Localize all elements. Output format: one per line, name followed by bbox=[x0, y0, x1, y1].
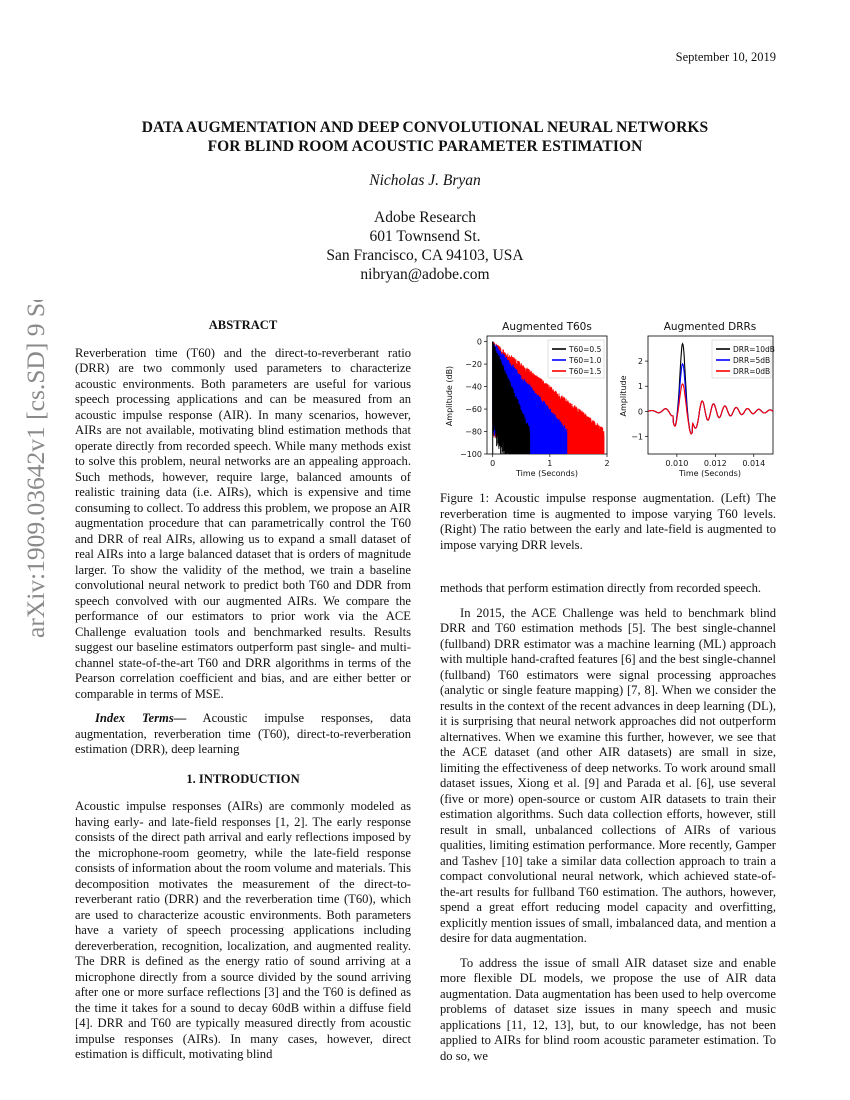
intro-paragraph-2: methods that perform estimation directly from recorded speech. bbox=[440, 581, 762, 595]
affiliation-email: nibryan@adobe.com bbox=[360, 266, 490, 283]
affiliation-line: 601 Townsend St. bbox=[369, 228, 481, 245]
chart1-ytick-label: −20 bbox=[465, 360, 482, 370]
chart2-legend-label: DRR=10dB bbox=[733, 345, 775, 354]
title-line-2: FOR BLIND ROOM ACOUSTIC PARAMETER ESTIMATION bbox=[207, 138, 643, 155]
figure-caption: Figure 1: Acoustic impulse response augmentation. (Left) The reverberation time is augmented to impose varying T60 levels. (Right) The ratio between the early and late-field is augmented to impose varying DRR levels. bbox=[440, 491, 776, 552]
chart1-legend-label: T60=1.0 bbox=[569, 356, 602, 365]
chart2-xlabel: Time (Seconds) bbox=[679, 469, 741, 478]
chart2-title: Augmented DRRs bbox=[663, 321, 757, 333]
chart1-ytick-label: 0 bbox=[476, 337, 482, 347]
chart1-ylabel: Amplitude (dB) bbox=[445, 365, 454, 427]
chart1-ytick-label: −100 bbox=[460, 450, 482, 459]
abstract-heading: ABSTRACT bbox=[208, 318, 278, 332]
chart1-title: Augmented T60s bbox=[502, 321, 592, 333]
right-column bbox=[440, 581, 776, 1073]
index-terms bbox=[75, 711, 411, 758]
affiliation-line: Adobe Research bbox=[374, 209, 476, 226]
chart1-legend-label: T60=0.5 bbox=[569, 345, 602, 354]
intro-paragraph-1: Acoustic impulse responses (AIRs) are commonly modeled as having early- and late-field responses [1, 2]. The early response consists of the direct path arrival and early reflections imposed by the microphone-room geometry, while the late-field response consists of information about the room volume and materials. This decomposition motivates the measurement of the direct-to-reverberant ratio (DRR) and the reverberation time (T60), which are used to characterize acoustic environments. Both parameters have a variety of speech processing applications including dereverberation, recognition, localization, and augmented reality. The DRR is defined as the energy ratio of sound arriving at a microphone directly from a source divided by the sound arriving after one or more surface reflections [3] and the T60 is defined as the time it takes for a sound to decay 60dB within a diffuse field [4]. DRR and T60 are typically measured directly from acoustic impulse responses (AIRs). In many cases, however, direct estimation is difficult, motivating blind bbox=[75, 799, 411, 1061]
affiliation bbox=[60, 208, 790, 284]
chart2-ylabel: Amplitude bbox=[619, 375, 628, 417]
introduction-heading: 1. INTRODUCTION bbox=[186, 771, 300, 786]
arxiv-stamp-text: arXiv:1909.03642v1 [cs.SD] 9 Sep 2019 bbox=[21, 300, 50, 638]
left-column bbox=[75, 318, 411, 1072]
chart2-xtick-label: 0.010 bbox=[665, 459, 689, 468]
chart2-legend-label: DRR=5dB bbox=[733, 356, 771, 365]
author-name: Nicholas J. Bryan bbox=[369, 172, 481, 189]
abstract-text: Reverberation time (T60) and the direct-to-reverberant ratio (DRR) are two commonly used parameters to characterize acoustic environments. Both parameters are useful for various speech processing applications and can be measured from an acoustic impulse response (AIR). In many scenarios, however, AIRs are not available, motivating blind estimation methods that operate directly from recorded speech. While many methods exist to solve this problem, neural networks are an appealing approach. Such methods, however, require large, balanced amounts of realistic training data (i.e. AIRs), which is expensive and time consuming to collect. To address this problem, we propose an AIR augmentation procedure that can parametrically control the T60 and DRR of real AIRs, allowing us to expand a small dataset of real AIRs into a large balanced dataset that is orders of magnitude larger. To show the validity of the method, we train a baseline convolutional neural network to predict both T60 and DDR from speech convolved with our augmented AIRs. We compare the performance of our estimators to prior work via the ACE Challenge evaluation tools and benchmarked results. Results suggest our baseline estimators outperform past single- and multi-channel state-of-the-art T60 and DRR algorithms in terms of the Pearson correlation coefficient and bias, and are either better or comparable in terms of MSE. bbox=[75, 345, 411, 701]
chart1-xtick-label: 2 bbox=[604, 459, 610, 468]
chart1-legend-label: T60=1.5 bbox=[569, 367, 602, 376]
title-line-1: DATA AUGMENTATION AND DEEP CONVOLUTIONAL NEURAL NETWORKS bbox=[141, 119, 709, 136]
chart2-ytick-label: 0 bbox=[637, 407, 643, 417]
chart1-xtick-label: 0 bbox=[490, 459, 496, 468]
chart1-ytick-label: −80 bbox=[465, 427, 482, 437]
intro-paragraph-3: In 2015, the ACE Challenge was held to benchmark blind DRR and T60 estimation methods [5]. The best single-channel (fullband) DRR estimator was a machine learning (ML) approach with multiple hand-crafted features [6] and the best single-channel (fullband) T60 estimators were signal processing approaches (analytic or single feature mapping) [7, 8]. When we consider the results in the context of the recent advances in deep learning (DL), it is surprising that neural network approaches did not outperform alternatives. When we examine this further, however, we see that the ACE dataset (and other AIR datasets) are small in size, limiting the effectiveness of deep networks. To work around small dataset issues, Xiong et al. [9] and Parada et al. [6], use several (five or more) open-source or custom AIR datasets to train their estimation algorithms. Such data collection efforts, however, still result in small, unbalanced collections of AIRs of various qualities, limiting estimation performance. More recently, Gamper and Tashev [10] take a similar data collection approach to train a compact convolutional neural network, which achieved state-of-the-art results for fullband T60 estimation. The authors, however, spend a great effort reducing model capacity and overfitting, explicitly mention issues of small, imbalanced data, and mention a desire for data augmentation. bbox=[440, 605, 776, 945]
arxiv-stamp bbox=[10, 300, 54, 640]
chart1-xlabel: Time (Seconds) bbox=[516, 469, 578, 478]
paper-title bbox=[60, 118, 790, 156]
chart2-ytick-label: −1 bbox=[631, 432, 643, 442]
chart2-xtick-label: 0.014 bbox=[742, 459, 766, 468]
index-terms-text: Acoustic impulse responses, data augmentation, reverberation time (T60), direct-to-reverberation estimation (DRR), deep learning bbox=[75, 711, 411, 756]
chart1-xtick-label: 1 bbox=[547, 459, 553, 468]
figure-1 bbox=[440, 318, 780, 486]
chart2-ytick-label: 2 bbox=[637, 357, 643, 367]
date-header: September 10, 2019 bbox=[675, 50, 776, 64]
affiliation-line: San Francisco, CA 94103, USA bbox=[326, 247, 524, 264]
index-terms-label: Index Terms— bbox=[95, 711, 187, 725]
chart2-legend-label: DRR=0dB bbox=[733, 367, 771, 376]
chart2-xtick-label: 0.012 bbox=[703, 459, 727, 468]
chart2-ytick-label: 1 bbox=[637, 382, 643, 392]
chart1-ytick-label: −60 bbox=[465, 405, 482, 415]
intro-paragraph-4: To address the issue of small AIR dataset size and enable more flexible DL models, we propose the use of AIR data augmentation. Data augmentation has been used to help overcome problems of dataset size issues in many speech and music applications [11, 12, 13], but, to our knowledge, has not been applied to AIRs for blind room acoustic parameter estimation. To do so, we bbox=[440, 955, 776, 1063]
chart1-ytick-label: −40 bbox=[465, 382, 482, 392]
